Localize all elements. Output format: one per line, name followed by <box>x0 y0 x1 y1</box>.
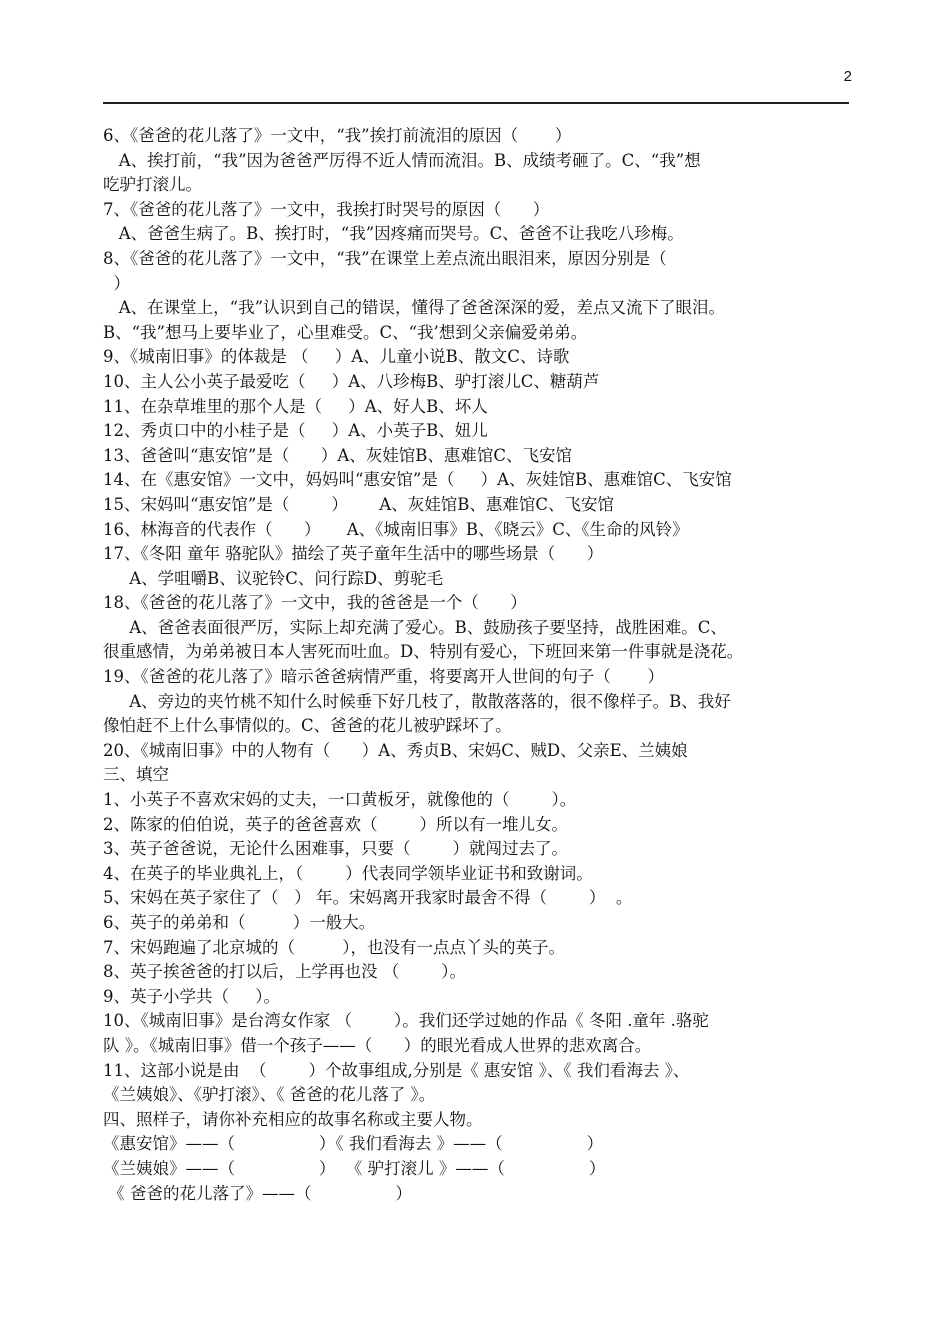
text-line: 7、《爸爸的花儿落了》一文中，我挨打时哭号的原因（ ） <box>103 199 550 219</box>
page-number: 2 <box>843 68 852 85</box>
text-line: 6、英子的弟弟和（ ）一般大。 <box>103 913 376 932</box>
text-line: 9、英子小学共（ ）。 <box>103 986 280 1006</box>
text-line: 4、在英子的毕业典礼上，（ ）代表同学领毕业证书和致谢词。 <box>103 863 593 883</box>
text-line: 18、《爸爸的花儿落了》一文中，我的爸爸是一个（ ） <box>103 593 527 613</box>
text-line: 5、宋妈在英子家住了（ ） 年。宋妈离开我家时最舍不得（ ） 。 <box>103 888 633 908</box>
header-rule <box>103 102 849 104</box>
text-line: 14、在《惠安馆》一文中，妈妈叫“惠安馆”是（ ）A、灰娃馆B、惠难馆C、飞安馆 <box>103 470 732 490</box>
text-line: 8、英子挨爸爸的打以后，上学再也没 （ ）。 <box>103 962 466 982</box>
text-line: 11、在杂草堆里的那个人是（ ）A、好人B、坏人 <box>103 396 488 416</box>
text-line: 17、《冬阳 童年 骆驼队》描绘了英子童年生活中的哪些场景（ ） <box>103 544 604 564</box>
text-line: 15、宋妈叫“惠安馆”是（ ） A、灰娃馆B、惠难馆C、飞安馆 <box>103 494 614 514</box>
text-line: 队 》。《城南旧事》借一个孩子——（ ）的眼光看成人世界的悲欢离合。 <box>103 1035 652 1055</box>
text-line: 7、宋妈跑遍了北京城的（ ），也没有一点点丫头的英子。 <box>103 937 565 957</box>
section-heading: 三、填空 <box>103 765 169 785</box>
text-line: 《惠安馆》——（ ）《 我们看海去 》——（ ） <box>103 1134 604 1154</box>
text-line: B、“我”想马上要毕业了，心里难受。C、“我’想到父亲偏爱弟弟。 <box>103 322 588 342</box>
text-line: ） <box>103 273 130 293</box>
text-line: A、旁边的夹竹桃不知什么时候垂下好几枝了，散散落落的，很不像样子。B、我好 <box>103 691 731 711</box>
text-line: 《 爸爸的花儿落了》——（ ） <box>103 1183 412 1203</box>
text-line: 1、小英子不喜欢宋妈的丈夫，一口黄板牙，就像他的（ ）。 <box>103 790 577 810</box>
text-line: 《兰姨娘》、《驴打滚》、《 爸爸的花儿落了 》。 <box>103 1085 436 1105</box>
text-line: 19、《爸爸的花儿落了》暗示爸爸病情严重，将要离开人世间的句子（ ） <box>103 667 664 687</box>
text-line: 20、《城南旧事》中的人物有（ ）A、秀贞B、宋妈C、贼D、父亲E、兰姨娘 <box>103 740 688 760</box>
text-line: 很重感情，为弟弟被日本人害死而吐血。D、特别有爱心，下班回来第一件事就是浇花。 <box>103 642 744 662</box>
text-line: 10、主人公小英子最爱吃（ ）A、八珍梅B、驴打滚儿C、糖葫芦 <box>103 371 600 391</box>
text-line: 13、爸爸叫“惠安馆”是（ ）A、灰娃馆B、惠难馆C、飞安馆 <box>103 445 573 465</box>
text-line: 像怕赶不上什么事情似的。C、爸爸的花儿被驴踩坏了。 <box>103 716 512 736</box>
text-line: A、学咀嚼B、议驼铃C、问行踪D、剪驼毛 <box>103 568 444 588</box>
text-line: 8、《爸爸的花儿落了》一文中，“我”在课堂上差点流出眼泪来，原因分别是（ <box>103 248 667 268</box>
document-body <box>103 124 855 1206</box>
text-line: A、在课堂上，“我”认识到自己的错误，懂得了爸爸深深的爱，差点又流下了眼泪。 <box>103 298 726 318</box>
text-line: 2、陈家的伯伯说，英子的爸爸喜欢（ ）所以有一堆儿女。 <box>103 814 568 834</box>
text-line: 10、《城南旧事》是台湾女作家 （ ）。我们还学过她的作品《 冬阳 .童年 .骆驼 <box>103 1011 709 1031</box>
text-line: 11、这部小说是由 （ ）个故事组成,分别是《 惠安馆 》、《 我们看海去 》、 <box>103 1060 690 1080</box>
text-line: A、挨打前，“我”因为爸爸严厉得不近人情而流泪。B、成绩考砸了。C、“我”想 <box>103 150 701 170</box>
text-line: 9、《城南旧事》的体裁是 （ ）A、儿童小说B、散文C、诗歌 <box>103 347 570 367</box>
text-line: A、爸爸表面很严厉，实际上却充满了爱心。B、鼓励孩子要坚持，战胜困难。C、 <box>103 617 727 637</box>
text-line: 6、《爸爸的花儿落了》一文中，“我”挨打前流泪的原因（ ） <box>103 126 572 145</box>
section-heading: 四、照样子，请你补充相应的故事名称或主要人物。 <box>103 1109 483 1129</box>
text-line: 12、秀贞口中的小桂子是（ ）A、小英子B、妞儿 <box>103 421 488 441</box>
text-line: 吃驴打滚儿。 <box>103 175 202 195</box>
text-line: 《兰姨娘》——（ ） 《 驴打滚儿 》——（ ） <box>103 1158 606 1178</box>
text-line: 3、英子爸爸说，无论什么困难事，只要（ ）就闯过去了。 <box>103 839 568 859</box>
text-line: 16、林海音的代表作（ ） A、《城南旧事》B、《晓云》C、《生命的风铃》 <box>103 519 689 539</box>
text-line: A、爸爸生病了。B、挨打时，“我”因疼痛而哭号。C、爸爸不让我吃八珍梅。 <box>103 224 684 244</box>
